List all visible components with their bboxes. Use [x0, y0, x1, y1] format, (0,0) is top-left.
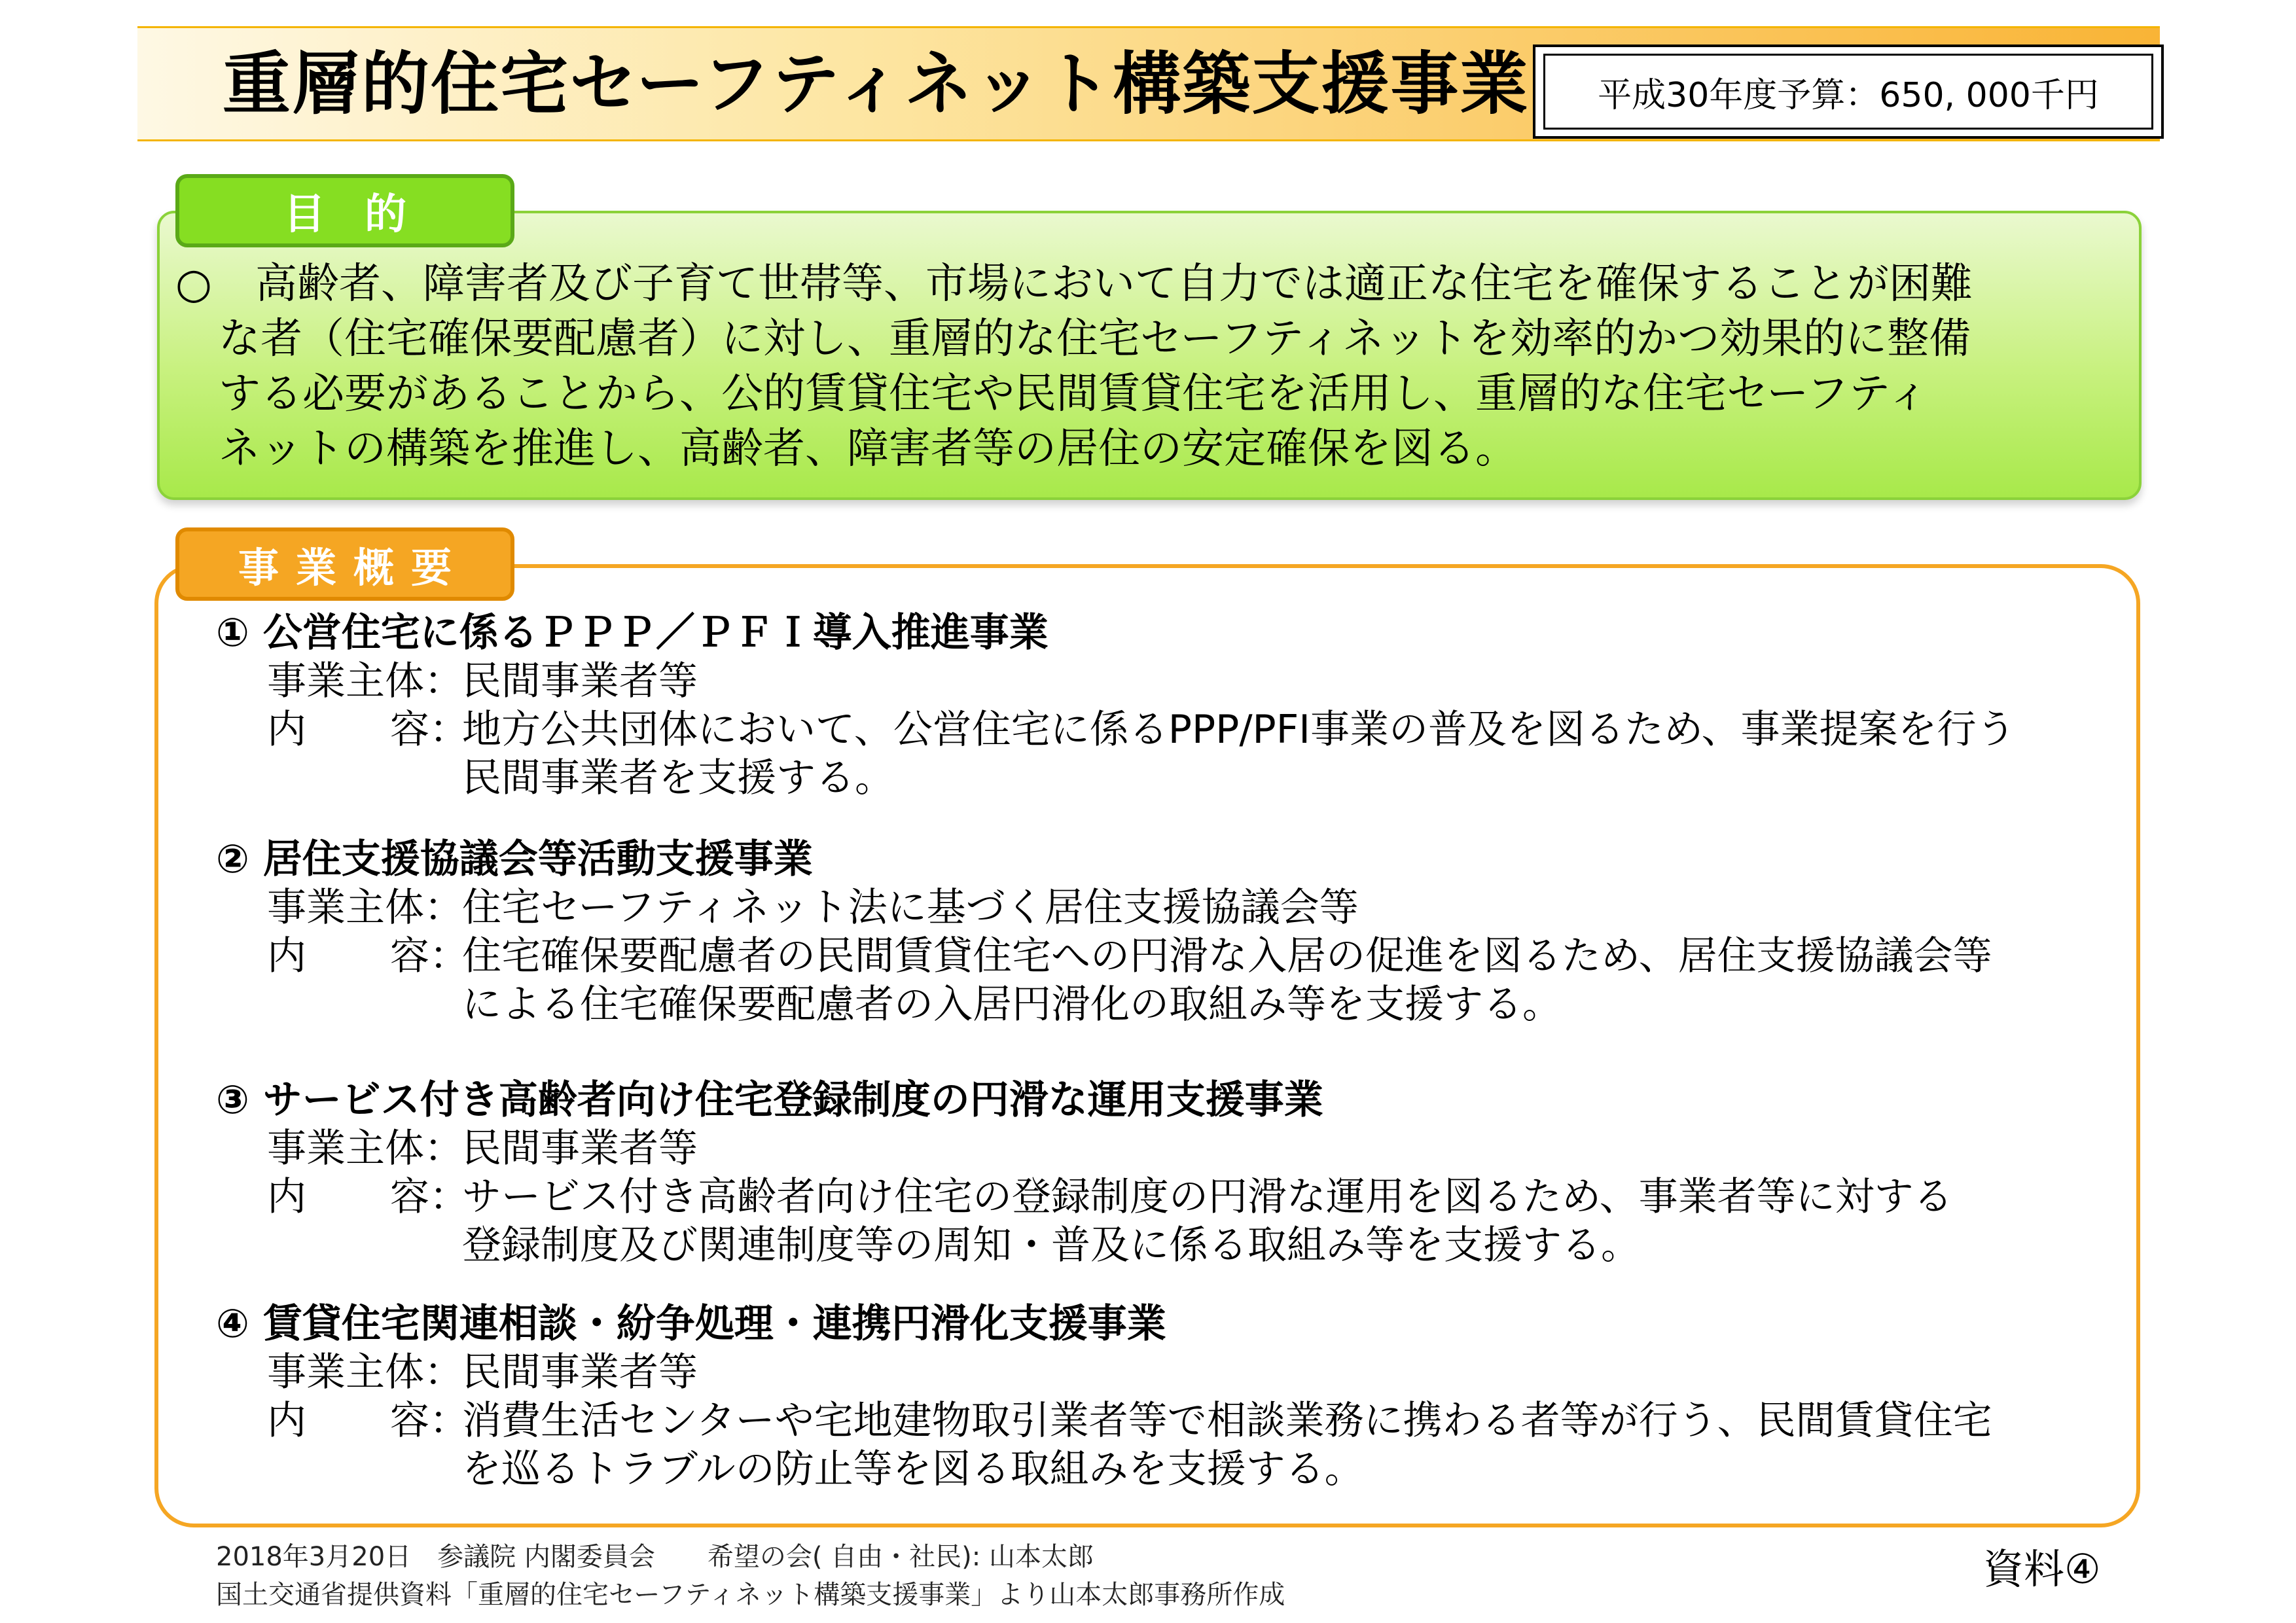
overview-item-4: [216, 1300, 2085, 1493]
entity-value: 民間事業者等: [462, 1126, 698, 1171]
item-content-row: [267, 705, 2085, 802]
item-heading: ④ 賃貸住宅関連相談・紛争処理・連携円滑化支援事業: [216, 1301, 1166, 1347]
content-label: 内 容：: [267, 707, 469, 753]
item-content-row: [267, 1173, 2085, 1270]
item-content-row: [267, 932, 2085, 1029]
purpose-line: な者（住宅確保要配慮者）に対し、重層的な住宅セーフティネットを効率的かつ効果的に整備: [219, 315, 1971, 363]
content-value: 地方公共団体において、公営住宅に係るPPP/PFI事業の普及を図るため、事業提案を行う 民間事業者を支援する。: [462, 707, 2016, 801]
item-heading: ① 公営住宅に係るＰＰＰ／ＰＦＩ導入推進事業: [216, 610, 1049, 656]
entity-label: 事業主体：: [267, 658, 463, 704]
source-line-2: 国土交通省提供資料「重層的住宅セーフティネット構築支援事業」より山本太郎事務所作成: [216, 1580, 1285, 1610]
item-entity-row: [267, 657, 2085, 705]
entity-label: 事業主体：: [267, 885, 463, 931]
entity-value: 住宅セーフティネット法に基づく居住支援協議会等: [462, 885, 1359, 931]
item-heading: ② 居住支援協議会等活動支援事業: [216, 836, 813, 882]
purpose-text: [175, 257, 2132, 476]
item-entity-row: [267, 883, 2085, 932]
source-note: [216, 1538, 1285, 1614]
item-entity-row: [267, 1124, 2085, 1173]
content-label: 内 容：: [267, 1174, 469, 1220]
overview-item-2: [216, 835, 2085, 1029]
purpose-tab-label: 目的: [175, 174, 514, 247]
content-label: 内 容：: [267, 1398, 469, 1444]
content-value: サービス付き高齢者向け住宅の登録制度の円滑な運用を図るため、事業者等に対する 登録制度及び関連制度等の周知・普及に係る取組み等を支援する。: [462, 1174, 1953, 1268]
purpose-line: する必要があることから、公的賃貸住宅や民間賃貸住宅を活用し、重層的な住宅セーフティ: [219, 370, 1929, 418]
item-entity-row: [267, 1348, 2085, 1397]
content-label: 内 容：: [267, 933, 469, 979]
entity-label: 事業主体：: [267, 1126, 463, 1171]
budget-box: [1533, 45, 2164, 139]
content-value: 住宅確保要配慮者の民間賃貸住宅への円滑な入居の促進を図るため、居住支援協議会等 による住宅確保要配慮者の入居円滑化の取組み等を支援する。: [462, 933, 1992, 1027]
entity-value: 民間事業者等: [462, 1349, 698, 1395]
purpose-line: ○ 高齢者、障害者及び子育て世帯等、市場において自力では適正な住宅を確保することが困難: [175, 257, 2132, 312]
entity-label: 事業主体：: [267, 1349, 463, 1395]
overview-item-3: [216, 1076, 2085, 1270]
entity-value: 民間事業者等: [462, 658, 698, 704]
page-title: 重層的住宅セーフティネット構築支援事業: [223, 44, 1530, 124]
purpose-line: ネットの構築を推進し、高齢者、障害者等の居住の安定確保を図る。: [219, 425, 1517, 473]
overview-tab-label: 事業概要: [175, 527, 514, 601]
document-reference: 資料④: [1983, 1545, 2101, 1593]
item-content-row: [267, 1397, 2085, 1493]
bullet-mark: ○: [175, 260, 212, 308]
budget-text: 平成30年度予算：650, 000千円: [1543, 54, 2153, 130]
content-value: 消費生活センターや宅地建物取引業者等で相談業務に携わる者等が行う、民間賃貸住宅 を巡るトラブルの防止等を図る取組みを支援する。: [462, 1398, 1992, 1492]
source-line-1: 2018年3月20日 参議院 内閣委員会 希望の会( 自由・社民): 山本太郎: [216, 1542, 1094, 1572]
overview-item-1: [216, 609, 2085, 802]
item-heading: ③ サービス付き高齢者向け住宅登録制度の円滑な運用支援事業: [216, 1077, 1323, 1123]
